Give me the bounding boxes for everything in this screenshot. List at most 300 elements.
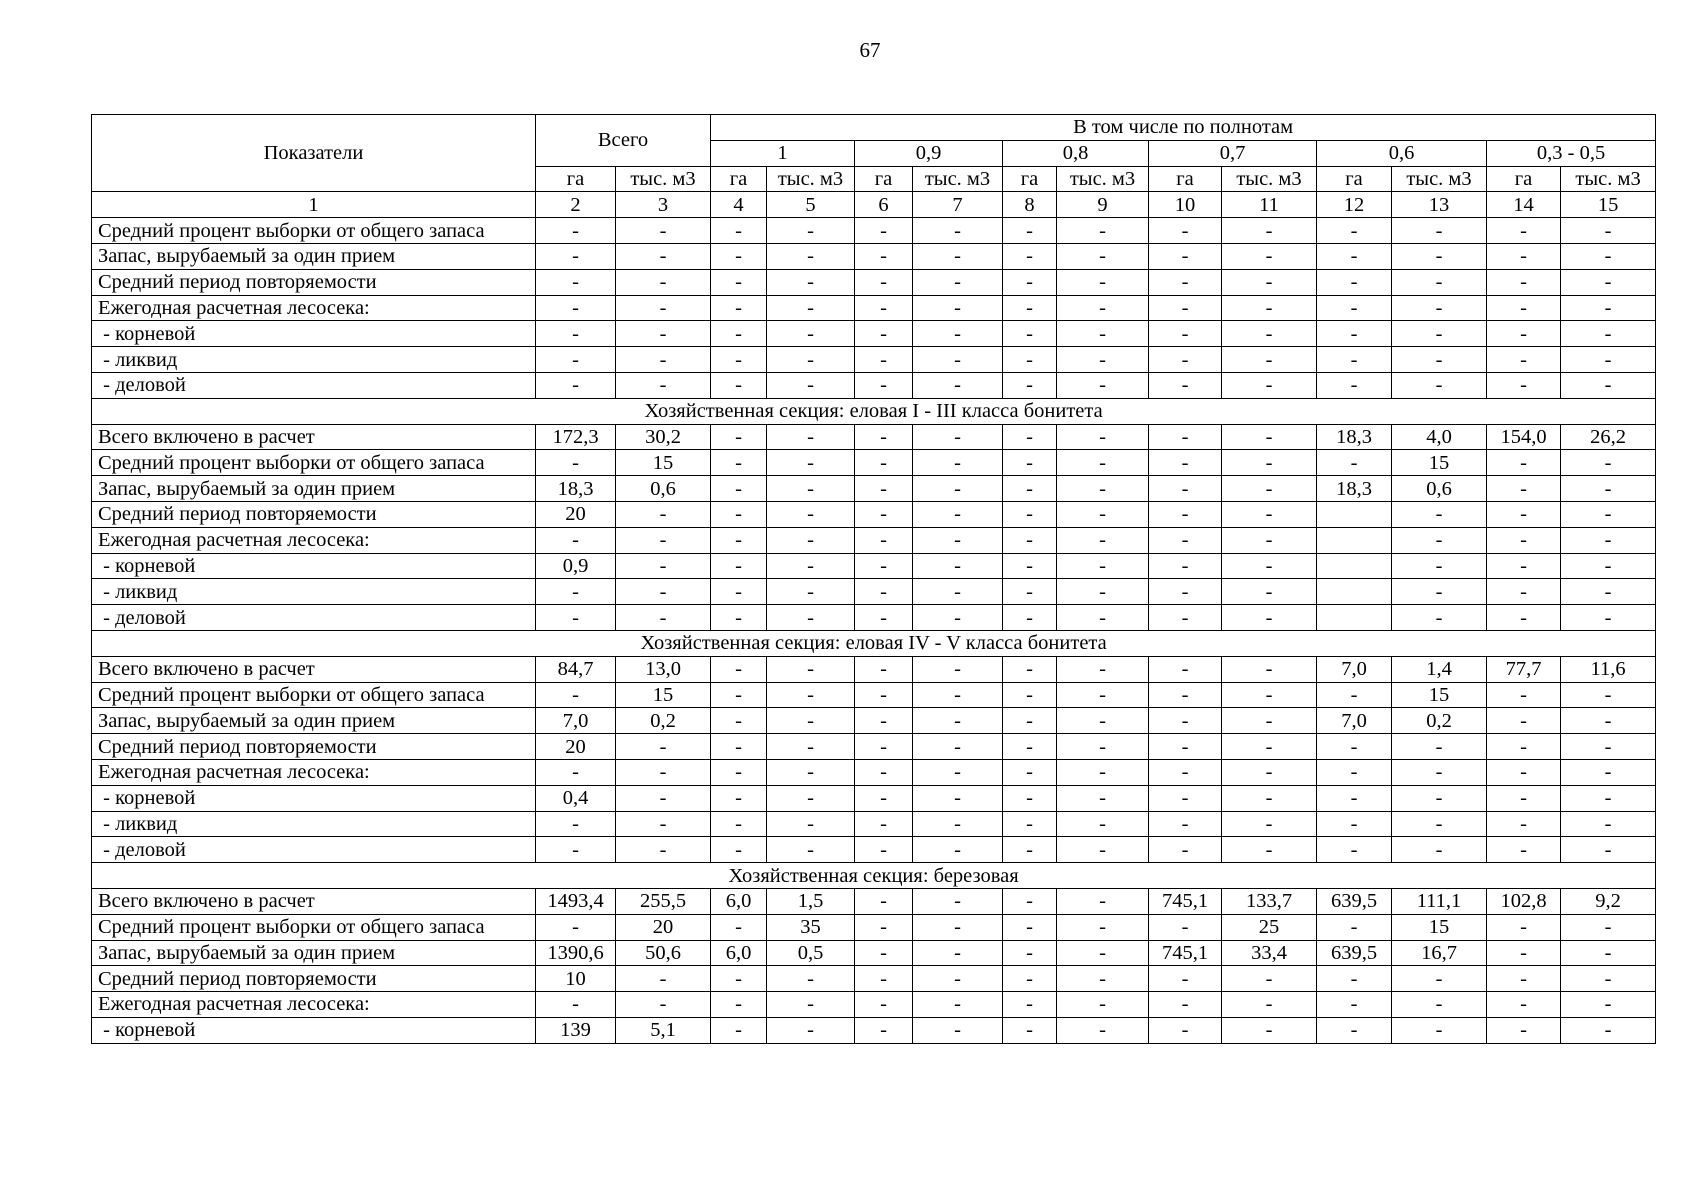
table-cell: - <box>767 269 855 295</box>
table-cell: - <box>1003 992 1057 1018</box>
table-cell: - <box>855 708 913 734</box>
table-cell: - <box>616 759 711 785</box>
table-cell: - <box>1561 759 1656 785</box>
table-cell: - <box>1222 579 1317 605</box>
table-cell: - <box>1392 243 1487 269</box>
table-cell: 0,5 <box>767 940 855 966</box>
table-cell: - <box>855 476 913 502</box>
table-cell: - <box>767 708 855 734</box>
table-cell: - <box>767 501 855 527</box>
unit-m3: тыс. м3 <box>1392 166 1487 192</box>
table-cell: - <box>1003 940 1057 966</box>
table-cell: - <box>1392 579 1487 605</box>
table-cell: - <box>767 734 855 760</box>
table-cell: - <box>855 759 913 785</box>
table-cell: - <box>1057 605 1149 631</box>
table-cell: 4,0 <box>1392 424 1487 450</box>
table-row <box>92 527 1656 553</box>
row-label: Средний процент выборки от общего запаса <box>92 914 536 940</box>
row-label: - корневой <box>92 321 536 347</box>
table-cell: - <box>1222 605 1317 631</box>
unit-ha: га <box>711 166 767 192</box>
table-cell <box>1317 605 1392 631</box>
column-number: 2 <box>536 192 616 218</box>
section-title: Хозяйственная секция: еловая I - III класса бонитета <box>92 398 1656 424</box>
table-cell: 15 <box>1392 914 1487 940</box>
table-cell: - <box>536 837 616 863</box>
table-cell: - <box>1222 372 1317 398</box>
table-cell: - <box>1317 269 1392 295</box>
table-row <box>92 372 1656 398</box>
unit-ha: га <box>1487 166 1561 192</box>
table-cell: 7,0 <box>536 708 616 734</box>
table-cell: - <box>711 243 767 269</box>
column-number: 10 <box>1149 192 1222 218</box>
table-cell: - <box>1392 321 1487 347</box>
table-cell: - <box>616 243 711 269</box>
table-cell: 0,2 <box>1392 708 1487 734</box>
table-cell: 18,3 <box>536 476 616 502</box>
table-cell: - <box>1317 347 1392 373</box>
table-cell: - <box>855 527 913 553</box>
table-cell: - <box>536 914 616 940</box>
table-row <box>92 914 1656 940</box>
table-cell: - <box>1392 527 1487 553</box>
table-cell: - <box>1003 966 1057 992</box>
table-row <box>92 656 1656 682</box>
table-cell: - <box>767 682 855 708</box>
table-cell: 84,7 <box>536 656 616 682</box>
table-cell: - <box>1222 837 1317 863</box>
table-cell: - <box>536 372 616 398</box>
table-cell: - <box>767 656 855 682</box>
table-cell: - <box>711 218 767 244</box>
table-row <box>92 321 1656 347</box>
table-cell: - <box>1487 321 1561 347</box>
column-number: 5 <box>767 192 855 218</box>
table-body <box>92 192 1656 1043</box>
table-cell: - <box>1317 218 1392 244</box>
table-row <box>92 243 1656 269</box>
table-cell: - <box>1317 785 1392 811</box>
table-cell: - <box>767 450 855 476</box>
table-cell: - <box>1222 1017 1317 1043</box>
table-cell: - <box>1057 476 1149 502</box>
table-cell: - <box>1561 269 1656 295</box>
table-cell: - <box>1487 527 1561 553</box>
table-cell: - <box>913 424 1003 450</box>
table-cell: - <box>536 450 616 476</box>
table-cell: 102,8 <box>1487 888 1561 914</box>
table-cell: 1390,6 <box>536 940 616 966</box>
table-cell: - <box>767 1017 855 1043</box>
table-cell: - <box>1057 450 1149 476</box>
table-cell: - <box>1561 295 1656 321</box>
table-cell: 26,2 <box>1561 424 1656 450</box>
table-cell: - <box>855 295 913 321</box>
table-cell: - <box>855 966 913 992</box>
table-cell: 20 <box>536 734 616 760</box>
table-row <box>92 966 1656 992</box>
table-cell: - <box>1003 424 1057 450</box>
table-cell: - <box>1392 501 1487 527</box>
table-cell: - <box>1003 785 1057 811</box>
table-cell <box>1317 527 1392 553</box>
table-cell: - <box>1317 992 1392 1018</box>
table-cell: - <box>1222 243 1317 269</box>
table-cell: - <box>1561 811 1656 837</box>
table-row <box>92 501 1656 527</box>
table-cell: - <box>1561 372 1656 398</box>
table-cell: - <box>1487 992 1561 1018</box>
table-cell: - <box>1057 682 1149 708</box>
table-cell: - <box>1392 837 1487 863</box>
table-cell: - <box>711 372 767 398</box>
row-label: - ликвид <box>92 579 536 605</box>
table-cell: - <box>1222 734 1317 760</box>
table-cell: 639,5 <box>1317 940 1392 966</box>
row-label: Запас, вырубаемый за один прием <box>92 476 536 502</box>
table-cell: - <box>913 243 1003 269</box>
table-cell: 5,1 <box>616 1017 711 1043</box>
table-row <box>92 940 1656 966</box>
table-row <box>92 708 1656 734</box>
unit-m3: тыс. м3 <box>767 166 855 192</box>
table-cell: - <box>1149 347 1222 373</box>
table-cell: - <box>1003 295 1057 321</box>
table-cell: - <box>1222 321 1317 347</box>
row-label: Средний процент выборки от общего запаса <box>92 682 536 708</box>
table-cell: - <box>1003 347 1057 373</box>
column-number: 1 <box>92 192 536 218</box>
table-cell: - <box>1392 347 1487 373</box>
table-cell: - <box>1149 424 1222 450</box>
row-label: Средний период повторяемости <box>92 269 536 295</box>
table-row <box>92 759 1656 785</box>
table-cell: - <box>616 347 711 373</box>
column-number: 7 <box>913 192 1003 218</box>
table-cell: - <box>1057 579 1149 605</box>
table-cell: - <box>711 759 767 785</box>
table-cell: - <box>1487 269 1561 295</box>
table-cell: - <box>1222 347 1317 373</box>
table-cell: - <box>1222 553 1317 579</box>
row-label: Средний процент выборки от общего запаса <box>92 450 536 476</box>
table-cell: - <box>855 734 913 760</box>
table-cell: - <box>616 553 711 579</box>
table-cell: - <box>711 476 767 502</box>
table-cell: 25 <box>1222 914 1317 940</box>
table-cell: 6,0 <box>711 940 767 966</box>
table-cell: - <box>767 424 855 450</box>
table-cell: - <box>855 321 913 347</box>
table-cell: - <box>1317 1017 1392 1043</box>
table-cell: 0,9 <box>536 553 616 579</box>
table-cell: - <box>616 734 711 760</box>
table-cell: - <box>1149 579 1222 605</box>
table-cell: - <box>616 501 711 527</box>
table-cell: - <box>1222 966 1317 992</box>
table-cell: - <box>855 811 913 837</box>
table-cell: - <box>1487 579 1561 605</box>
table-cell: 139 <box>536 1017 616 1043</box>
table-cell: - <box>913 527 1003 553</box>
table-cell: - <box>1487 295 1561 321</box>
table-cell: - <box>1317 450 1392 476</box>
table-cell: - <box>855 450 913 476</box>
table-cell: - <box>1561 527 1656 553</box>
table-cell: - <box>1561 450 1656 476</box>
table-cell: - <box>1487 966 1561 992</box>
table-row <box>92 269 1656 295</box>
table-cell: - <box>1149 837 1222 863</box>
table-cell: - <box>855 682 913 708</box>
table-cell: - <box>1149 785 1222 811</box>
table-cell: - <box>1392 785 1487 811</box>
table-row <box>92 347 1656 373</box>
table-cell: - <box>1317 966 1392 992</box>
table-cell: - <box>1149 682 1222 708</box>
table-cell: - <box>1392 992 1487 1018</box>
table-cell: - <box>616 579 711 605</box>
table-cell: - <box>1561 785 1656 811</box>
table-cell: - <box>913 708 1003 734</box>
table-cell: - <box>1392 372 1487 398</box>
table-cell: - <box>767 837 855 863</box>
table-cell: - <box>711 424 767 450</box>
table-cell: - <box>1222 759 1317 785</box>
table-cell: - <box>536 269 616 295</box>
column-number: 11 <box>1222 192 1317 218</box>
table-cell: - <box>1222 708 1317 734</box>
table-cell: - <box>913 321 1003 347</box>
table-cell: - <box>1561 992 1656 1018</box>
table-cell: - <box>1317 914 1392 940</box>
table-cell: - <box>1317 243 1392 269</box>
row-label: - корневой <box>92 785 536 811</box>
row-label: Средний период повторяемости <box>92 501 536 527</box>
table-cell: - <box>616 372 711 398</box>
section-row <box>92 398 1656 424</box>
table-cell: - <box>913 579 1003 605</box>
column-number: 6 <box>855 192 913 218</box>
column-number: 3 <box>616 192 711 218</box>
row-label: Всего включено в расчет <box>92 888 536 914</box>
table-cell: - <box>913 992 1003 1018</box>
table-cell: - <box>855 1017 913 1043</box>
table-cell: - <box>536 321 616 347</box>
table-cell: - <box>767 243 855 269</box>
unit-ha: га <box>1317 166 1392 192</box>
table-cell: - <box>1149 759 1222 785</box>
table-row <box>92 424 1656 450</box>
table-cell: - <box>1149 295 1222 321</box>
row-label: - ликвид <box>92 347 536 373</box>
table-cell: - <box>616 992 711 1018</box>
table-cell: - <box>1057 372 1149 398</box>
table-cell: 1493,4 <box>536 888 616 914</box>
table-cell: - <box>1317 682 1392 708</box>
table-cell: - <box>1487 553 1561 579</box>
table-cell: 13,0 <box>616 656 711 682</box>
table-row <box>92 811 1656 837</box>
table-cell: - <box>1057 553 1149 579</box>
table-cell: - <box>1003 734 1057 760</box>
table-cell: 50,6 <box>616 940 711 966</box>
table-cell: - <box>855 605 913 631</box>
row-label: Ежегодная расчетная лесосека: <box>92 759 536 785</box>
table-cell: - <box>855 992 913 1018</box>
table-cell: - <box>767 295 855 321</box>
table-cell: - <box>711 605 767 631</box>
table-cell: - <box>913 1017 1003 1043</box>
table-row <box>92 476 1656 502</box>
table-row <box>92 579 1656 605</box>
table-cell: - <box>711 837 767 863</box>
table-cell: - <box>767 218 855 244</box>
table-row <box>92 605 1656 631</box>
header-density: 0,6 <box>1317 140 1487 166</box>
table-cell: 745,1 <box>1149 888 1222 914</box>
table-cell: - <box>913 940 1003 966</box>
page-number: 67 <box>859 38 881 62</box>
table-cell: - <box>855 940 913 966</box>
table-cell: - <box>1392 734 1487 760</box>
unit-m3: тыс. м3 <box>913 166 1003 192</box>
column-number: 9 <box>1057 192 1149 218</box>
row-label: Ежегодная расчетная лесосека: <box>92 527 536 553</box>
table-cell: - <box>1057 218 1149 244</box>
table-cell: - <box>913 501 1003 527</box>
row-label: - деловой <box>92 605 536 631</box>
unit-m3: тыс. м3 <box>1222 166 1317 192</box>
table-cell: - <box>767 605 855 631</box>
table-row <box>92 785 1656 811</box>
table-cell: - <box>1003 218 1057 244</box>
table-cell: - <box>1222 682 1317 708</box>
row-label: Всего включено в расчет <box>92 424 536 450</box>
table-header <box>92 115 1656 192</box>
table-cell: - <box>1487 914 1561 940</box>
column-number: 4 <box>711 192 767 218</box>
table-cell: - <box>913 914 1003 940</box>
table-cell: - <box>1057 992 1149 1018</box>
table-cell: - <box>616 527 711 553</box>
table-cell: - <box>1003 605 1057 631</box>
table-cell: - <box>1003 527 1057 553</box>
table-cell: 133,7 <box>1222 888 1317 914</box>
table-cell: - <box>711 321 767 347</box>
table-cell: - <box>767 372 855 398</box>
table-cell: - <box>1057 527 1149 553</box>
table-cell: - <box>1487 218 1561 244</box>
table-cell: - <box>767 759 855 785</box>
table-cell: - <box>616 218 711 244</box>
table-cell: - <box>536 759 616 785</box>
table-cell: - <box>1057 501 1149 527</box>
table-cell <box>1317 579 1392 605</box>
table-cell: - <box>913 682 1003 708</box>
table-cell: - <box>1057 708 1149 734</box>
column-number: 14 <box>1487 192 1561 218</box>
table-cell: 0,4 <box>536 785 616 811</box>
table-cell: - <box>536 527 616 553</box>
row-label: - корневой <box>92 1017 536 1043</box>
header-density: 0,7 <box>1149 140 1317 166</box>
table-cell: - <box>1057 656 1149 682</box>
allowable-cut-table <box>91 114 1656 1044</box>
table-cell: - <box>536 605 616 631</box>
table-cell: 15 <box>616 682 711 708</box>
table-cell: - <box>855 218 913 244</box>
table-cell: - <box>1561 682 1656 708</box>
unit-ha: га <box>855 166 913 192</box>
table-row <box>92 888 1656 914</box>
row-label: - деловой <box>92 837 536 863</box>
table-cell: - <box>711 992 767 1018</box>
table-cell: - <box>767 992 855 1018</box>
table-cell: 77,7 <box>1487 656 1561 682</box>
table-cell: - <box>1222 785 1317 811</box>
table-cell: - <box>1057 243 1149 269</box>
section-row <box>92 863 1656 889</box>
table-cell: - <box>1057 837 1149 863</box>
table-cell: - <box>913 734 1003 760</box>
row-label: Запас, вырубаемый за один прием <box>92 708 536 734</box>
table-cell: - <box>1561 914 1656 940</box>
table-cell: - <box>913 553 1003 579</box>
table-cell: - <box>536 218 616 244</box>
table-cell: - <box>767 785 855 811</box>
table-cell: - <box>855 785 913 811</box>
table-cell: 16,7 <box>1392 940 1487 966</box>
table-cell: - <box>913 269 1003 295</box>
table-cell: - <box>855 269 913 295</box>
table-cell: - <box>1003 450 1057 476</box>
table-cell: 20 <box>616 914 711 940</box>
table-cell: - <box>536 243 616 269</box>
table-cell: - <box>616 605 711 631</box>
table-cell: - <box>1487 243 1561 269</box>
section-title: Хозяйственная секция: березовая <box>92 863 1656 889</box>
table-cell: - <box>1561 605 1656 631</box>
table-cell: 15 <box>1392 450 1487 476</box>
table-cell: - <box>711 501 767 527</box>
table-cell: - <box>536 295 616 321</box>
table-cell: - <box>1317 372 1392 398</box>
table-cell: - <box>913 476 1003 502</box>
table-cell: - <box>1392 759 1487 785</box>
table-cell: - <box>711 450 767 476</box>
section-title: Хозяйственная секция: еловая IV - V класса бонитета <box>92 630 1656 656</box>
table-cell <box>1317 553 1392 579</box>
column-number: 15 <box>1561 192 1656 218</box>
table-cell: 745,1 <box>1149 940 1222 966</box>
row-label: Средний период повторяемости <box>92 734 536 760</box>
table-cell: - <box>913 837 1003 863</box>
table-cell: - <box>855 372 913 398</box>
table-cell: - <box>1561 218 1656 244</box>
row-label: Запас, вырубаемый за один прием <box>92 243 536 269</box>
table-cell: - <box>913 347 1003 373</box>
header-density: 1 <box>711 140 855 166</box>
table-cell: - <box>1222 424 1317 450</box>
table-cell: - <box>1561 243 1656 269</box>
table-cell: - <box>913 295 1003 321</box>
header-total: Всего <box>536 115 711 167</box>
table-cell: - <box>1057 347 1149 373</box>
table-cell: - <box>1222 269 1317 295</box>
